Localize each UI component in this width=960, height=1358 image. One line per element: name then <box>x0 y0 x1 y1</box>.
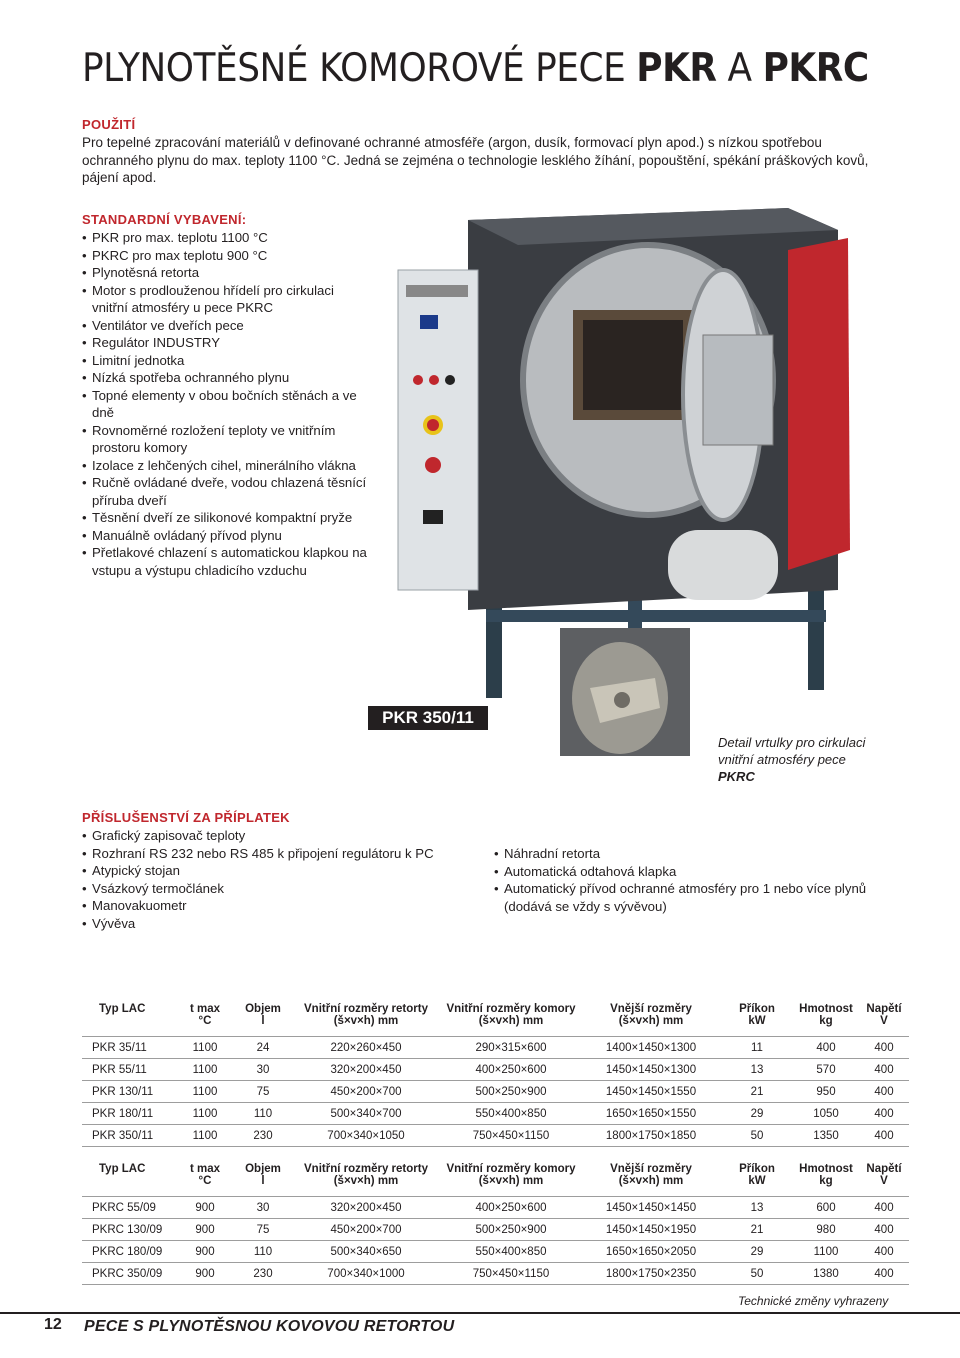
usage-text: Pro tepelné zpracování materiálů v definované ochranné atmosféře (argon, dusík, formovací plyn apod.) s nízkou spotřebou ochranného plynu do max. teploty 1100 °C. Jedná se zejména o technologie lesklého žíhání, popouštění, spékání práškových kovů, pájení apod. <box>82 135 869 185</box>
table-cell: 500×250×900 <box>441 1219 581 1241</box>
column-header <box>291 1003 441 1030</box>
table-row <box>82 1241 909 1263</box>
table-cell: 400 <box>859 1197 909 1219</box>
column-header-unit <box>99 1175 175 1190</box>
column-header-unit: (š×v×h) mm <box>478 1175 544 1187</box>
table-cell: 400 <box>859 1125 909 1147</box>
column-header-label: Vnější rozměry <box>610 1163 692 1175</box>
table-row <box>82 1219 909 1241</box>
pkr-table <box>82 1003 909 1147</box>
column-header <box>441 1003 581 1030</box>
table-cell: 500×250×900 <box>441 1081 581 1103</box>
accessories-heading: PŘÍSLUŠENSTVÍ ZA PŘÍPLATEK <box>82 810 290 825</box>
column-header <box>235 1003 291 1030</box>
column-header-unit: kg <box>819 1015 833 1027</box>
column-header <box>793 1163 859 1190</box>
accessory-item: • Atypický stojan <box>82 862 462 880</box>
standard-item: • Manuálně ovládaný přívod plynu <box>82 527 367 545</box>
standard-item: • PKR pro max. teplotu 1100 °C <box>82 229 367 247</box>
table-cell: 21 <box>721 1219 793 1241</box>
table-cell: 11 <box>721 1037 793 1059</box>
table-cell: 900 <box>175 1197 235 1219</box>
table-cell: 1350 <box>793 1125 859 1147</box>
table-cell: 400 <box>859 1219 909 1241</box>
column-header-unit: l <box>261 1015 265 1027</box>
table-row <box>82 1059 909 1081</box>
table-cell: 1100 <box>175 1125 235 1147</box>
column-header-label: t max <box>189 1003 221 1015</box>
table-cell: 13 <box>721 1197 793 1219</box>
table-cell: 400×250×600 <box>441 1059 581 1081</box>
column-header-unit: (š×v×h) mm <box>618 1015 684 1027</box>
standard-item: • Nízká spotřeba ochranného plynu <box>82 369 367 387</box>
table-cell: 700×340×1000 <box>291 1263 441 1285</box>
column-header-label: Vnitřní rozměry komory <box>446 1003 576 1015</box>
standard-item: • Těsnění dveří ze silikonové kompaktní pryže <box>82 509 367 527</box>
column-header <box>859 1163 909 1190</box>
accessory-item: • Automatický přívod ochranné atmosféry pro 1 nebo více plynů (dodává se vždy s vývěvou) <box>494 880 874 915</box>
table-cell: 400 <box>859 1103 909 1125</box>
table-row <box>82 1081 909 1103</box>
column-header <box>721 1163 793 1190</box>
column-header-label: Typ LAC <box>99 1163 146 1175</box>
standard-item: • Motor s prodlouženou hřídelí pro cirkulaci vnitřní atmosféry u pece PKRC <box>82 282 367 317</box>
table-cell: 30 <box>235 1197 291 1219</box>
column-header-unit: kW <box>748 1175 766 1187</box>
table-row <box>82 1103 909 1125</box>
table-row <box>82 1037 909 1059</box>
column-header-label: Vnější rozměry <box>610 1003 692 1015</box>
accessory-item: • Vývěva <box>82 915 462 933</box>
page-number: 12 <box>44 1316 62 1333</box>
column-header-unit <box>99 1015 175 1030</box>
table-cell: 75 <box>235 1219 291 1241</box>
table-cell: 400×250×600 <box>441 1197 581 1219</box>
table-cell: 450×200×700 <box>291 1081 441 1103</box>
table-cell: 290×315×600 <box>441 1037 581 1059</box>
accessories-list-1 <box>82 827 462 932</box>
column-header-unit: V <box>880 1175 888 1187</box>
table-cell: 400 <box>793 1037 859 1059</box>
table-cell: 1050 <box>793 1103 859 1125</box>
accessory-item: • Automatická odtahová klapka <box>494 863 874 881</box>
table-cell: 1800×1750×2350 <box>581 1263 721 1285</box>
standard-heading: STANDARDNÍ VYBAVENÍ: <box>82 212 247 227</box>
accessory-item: • Grafický zapisovač teploty <box>82 827 462 845</box>
column-header-label: Vnitřní rozměry komory <box>446 1163 576 1175</box>
footer-title: PECE S PLYNOTĚSNOU KOVOVOU RETORTOU <box>84 1318 455 1335</box>
table-cell: PKR 130/11 <box>82 1081 175 1103</box>
table-cell: 450×200×700 <box>291 1219 441 1241</box>
table-cell: 30 <box>235 1059 291 1081</box>
table-cell: 1400×1450×1300 <box>581 1037 721 1059</box>
column-header <box>175 1163 235 1190</box>
table-cell: 950 <box>793 1081 859 1103</box>
table-cell: PKRC 350/09 <box>82 1263 175 1285</box>
table-cell: 24 <box>235 1037 291 1059</box>
column-header-unit: V <box>880 1015 888 1027</box>
column-header-label: Hmotnost <box>799 1003 853 1015</box>
table-cell: 1100 <box>175 1081 235 1103</box>
table-cell: PKRC 180/09 <box>82 1241 175 1263</box>
column-header-label: Napětí <box>866 1163 902 1175</box>
standard-item: • Topné elementy v obou bočních stěnách a ve dně <box>82 387 367 422</box>
table-cell: 29 <box>721 1241 793 1263</box>
table-cell: 600 <box>793 1197 859 1219</box>
table-cell: 550×400×850 <box>441 1103 581 1125</box>
table-cell: 500×340×650 <box>291 1241 441 1263</box>
photo-caption: Detail vrtulky pro cirkulaci vnitřní atmosféry pece PKRC <box>718 735 866 784</box>
accessory-item: • Náhradní retorta <box>494 845 874 863</box>
column-header-unit: (š×v×h) mm <box>618 1175 684 1187</box>
table-cell: 900 <box>175 1219 235 1241</box>
table-row <box>82 1125 909 1147</box>
accessory-item: • Rozhraní RS 232 nebo RS 485 k připojení regulátoru k PC <box>82 845 462 863</box>
column-header <box>291 1163 441 1190</box>
column-header-label: Objem <box>245 1003 281 1015</box>
furnace-photo <box>368 190 908 700</box>
table-cell: 1800×1750×1850 <box>581 1125 721 1147</box>
table-cell: 320×200×450 <box>291 1059 441 1081</box>
column-header-unit: l <box>261 1175 265 1187</box>
accessory-item: • Vsázkový termočlánek <box>82 880 462 898</box>
footer-rule <box>0 1312 960 1314</box>
accessories-list-2 <box>494 845 874 915</box>
table-cell: PKRC 130/09 <box>82 1219 175 1241</box>
standard-item: • Limitní jednotka <box>82 352 367 370</box>
table-cell: 1380 <box>793 1263 859 1285</box>
table-header-row <box>82 1003 909 1030</box>
standard-item: • Přetlakové chlazení s automatickou klapkou na vstupu a výstupu chladicího vzduchu <box>82 544 367 579</box>
standard-item: • Rovnoměrné rozložení teploty ve vnitřním prostoru komory <box>82 422 367 457</box>
standard-item: • Plynotěsná retorta <box>82 264 367 282</box>
table-cell: 750×450×1150 <box>441 1125 581 1147</box>
table-cell: 1650×1650×2050 <box>581 1241 721 1263</box>
table-header-row <box>82 1163 909 1190</box>
table-cell: PKR 180/11 <box>82 1103 175 1125</box>
column-header-unit: (š×v×h) mm <box>333 1175 399 1187</box>
table-cell: 570 <box>793 1059 859 1081</box>
table-cell: 900 <box>175 1241 235 1263</box>
column-header <box>441 1163 581 1190</box>
table-cell: PKR 55/11 <box>82 1059 175 1081</box>
column-header <box>793 1003 859 1030</box>
table-cell: 400 <box>859 1081 909 1103</box>
table-cell: 1100 <box>793 1241 859 1263</box>
column-header <box>82 1163 175 1190</box>
table-cell: 1100 <box>175 1103 235 1125</box>
model-label: PKR 350/11 <box>368 706 488 730</box>
table-cell: 13 <box>721 1059 793 1081</box>
table-cell: PKR 35/11 <box>82 1037 175 1059</box>
column-header-label: Vnitřní rozměry retorty <box>304 1163 428 1175</box>
table-cell: 1100 <box>175 1059 235 1081</box>
column-header <box>581 1003 721 1030</box>
table-cell: 750×450×1150 <box>441 1263 581 1285</box>
standard-item: • Ventilátor ve dveřích pece <box>82 317 367 335</box>
table-cell: 700×340×1050 <box>291 1125 441 1147</box>
changes-note: Technické změny vyhrazeny <box>738 1294 889 1308</box>
column-header-label: Hmotnost <box>799 1163 853 1175</box>
column-header-label: Příkon <box>739 1003 775 1015</box>
column-header <box>859 1003 909 1030</box>
impeller-detail-photo <box>560 628 690 756</box>
standard-item: • Regulátor INDUSTRY <box>82 334 367 352</box>
table-cell: 320×200×450 <box>291 1197 441 1219</box>
column-header <box>721 1003 793 1030</box>
table-cell: PKRC 55/09 <box>82 1197 175 1219</box>
column-header-unit: kW <box>748 1015 766 1027</box>
column-header-unit: kg <box>819 1175 833 1187</box>
table-cell: 1450×1450×1550 <box>581 1081 721 1103</box>
standard-item: • Ručně ovládané dveře, vodou chlazená těsnící příruba dveří <box>82 474 367 509</box>
table-row <box>82 1263 909 1285</box>
column-header-label: Vnitřní rozměry retorty <box>304 1003 428 1015</box>
column-header-unit: °C <box>198 1175 212 1187</box>
table-cell: 1450×1450×1450 <box>581 1197 721 1219</box>
table-cell: 220×260×450 <box>291 1037 441 1059</box>
table-cell: 900 <box>175 1263 235 1285</box>
standard-list <box>82 229 367 579</box>
table-cell: 21 <box>721 1081 793 1103</box>
column-header-unit: °C <box>198 1015 212 1027</box>
table-cell: PKR 350/11 <box>82 1125 175 1147</box>
table-cell: 500×340×700 <box>291 1103 441 1125</box>
table-cell: 400 <box>859 1037 909 1059</box>
column-header-label: Objem <box>245 1163 281 1175</box>
table-cell: 550×400×850 <box>441 1241 581 1263</box>
column-header-label: Příkon <box>739 1163 775 1175</box>
column-header <box>235 1163 291 1190</box>
table-cell: 50 <box>721 1263 793 1285</box>
table-cell: 1450×1450×1300 <box>581 1059 721 1081</box>
standard-item: • Izolace z lehčených cihel, minerálního vlákna <box>82 457 367 475</box>
table-cell: 230 <box>235 1263 291 1285</box>
table-cell: 400 <box>859 1241 909 1263</box>
table-cell: 980 <box>793 1219 859 1241</box>
column-header-label: t max <box>189 1163 221 1175</box>
column-header <box>175 1003 235 1030</box>
column-header-label: Typ LAC <box>99 1003 146 1015</box>
column-header-unit: (š×v×h) mm <box>333 1015 399 1027</box>
table-cell: 50 <box>721 1125 793 1147</box>
page-title: PLYNOTĚSNÉ KOMOROVÉ PECE PKR A PKRC <box>82 46 869 91</box>
table-cell: 75 <box>235 1081 291 1103</box>
column-header-label: Napětí <box>866 1003 902 1015</box>
table-cell: 1650×1650×1550 <box>581 1103 721 1125</box>
column-header <box>82 1003 175 1030</box>
standard-item: • PKRC pro max teplotu 900 °C <box>82 247 367 265</box>
table-cell: 230 <box>235 1125 291 1147</box>
table-cell: 110 <box>235 1241 291 1263</box>
usage-heading: POUŽITÍ <box>82 117 136 132</box>
column-header <box>581 1163 721 1190</box>
table-cell: 400 <box>859 1263 909 1285</box>
column-header-unit: (š×v×h) mm <box>478 1015 544 1027</box>
accessory-item: • Manovakuometr <box>82 897 462 915</box>
table-cell: 1450×1450×1950 <box>581 1219 721 1241</box>
table-cell: 29 <box>721 1103 793 1125</box>
table-row <box>82 1197 909 1219</box>
table-cell: 400 <box>859 1059 909 1081</box>
table-cell: 110 <box>235 1103 291 1125</box>
pkrc-table <box>82 1163 909 1285</box>
table-cell: 1100 <box>175 1037 235 1059</box>
